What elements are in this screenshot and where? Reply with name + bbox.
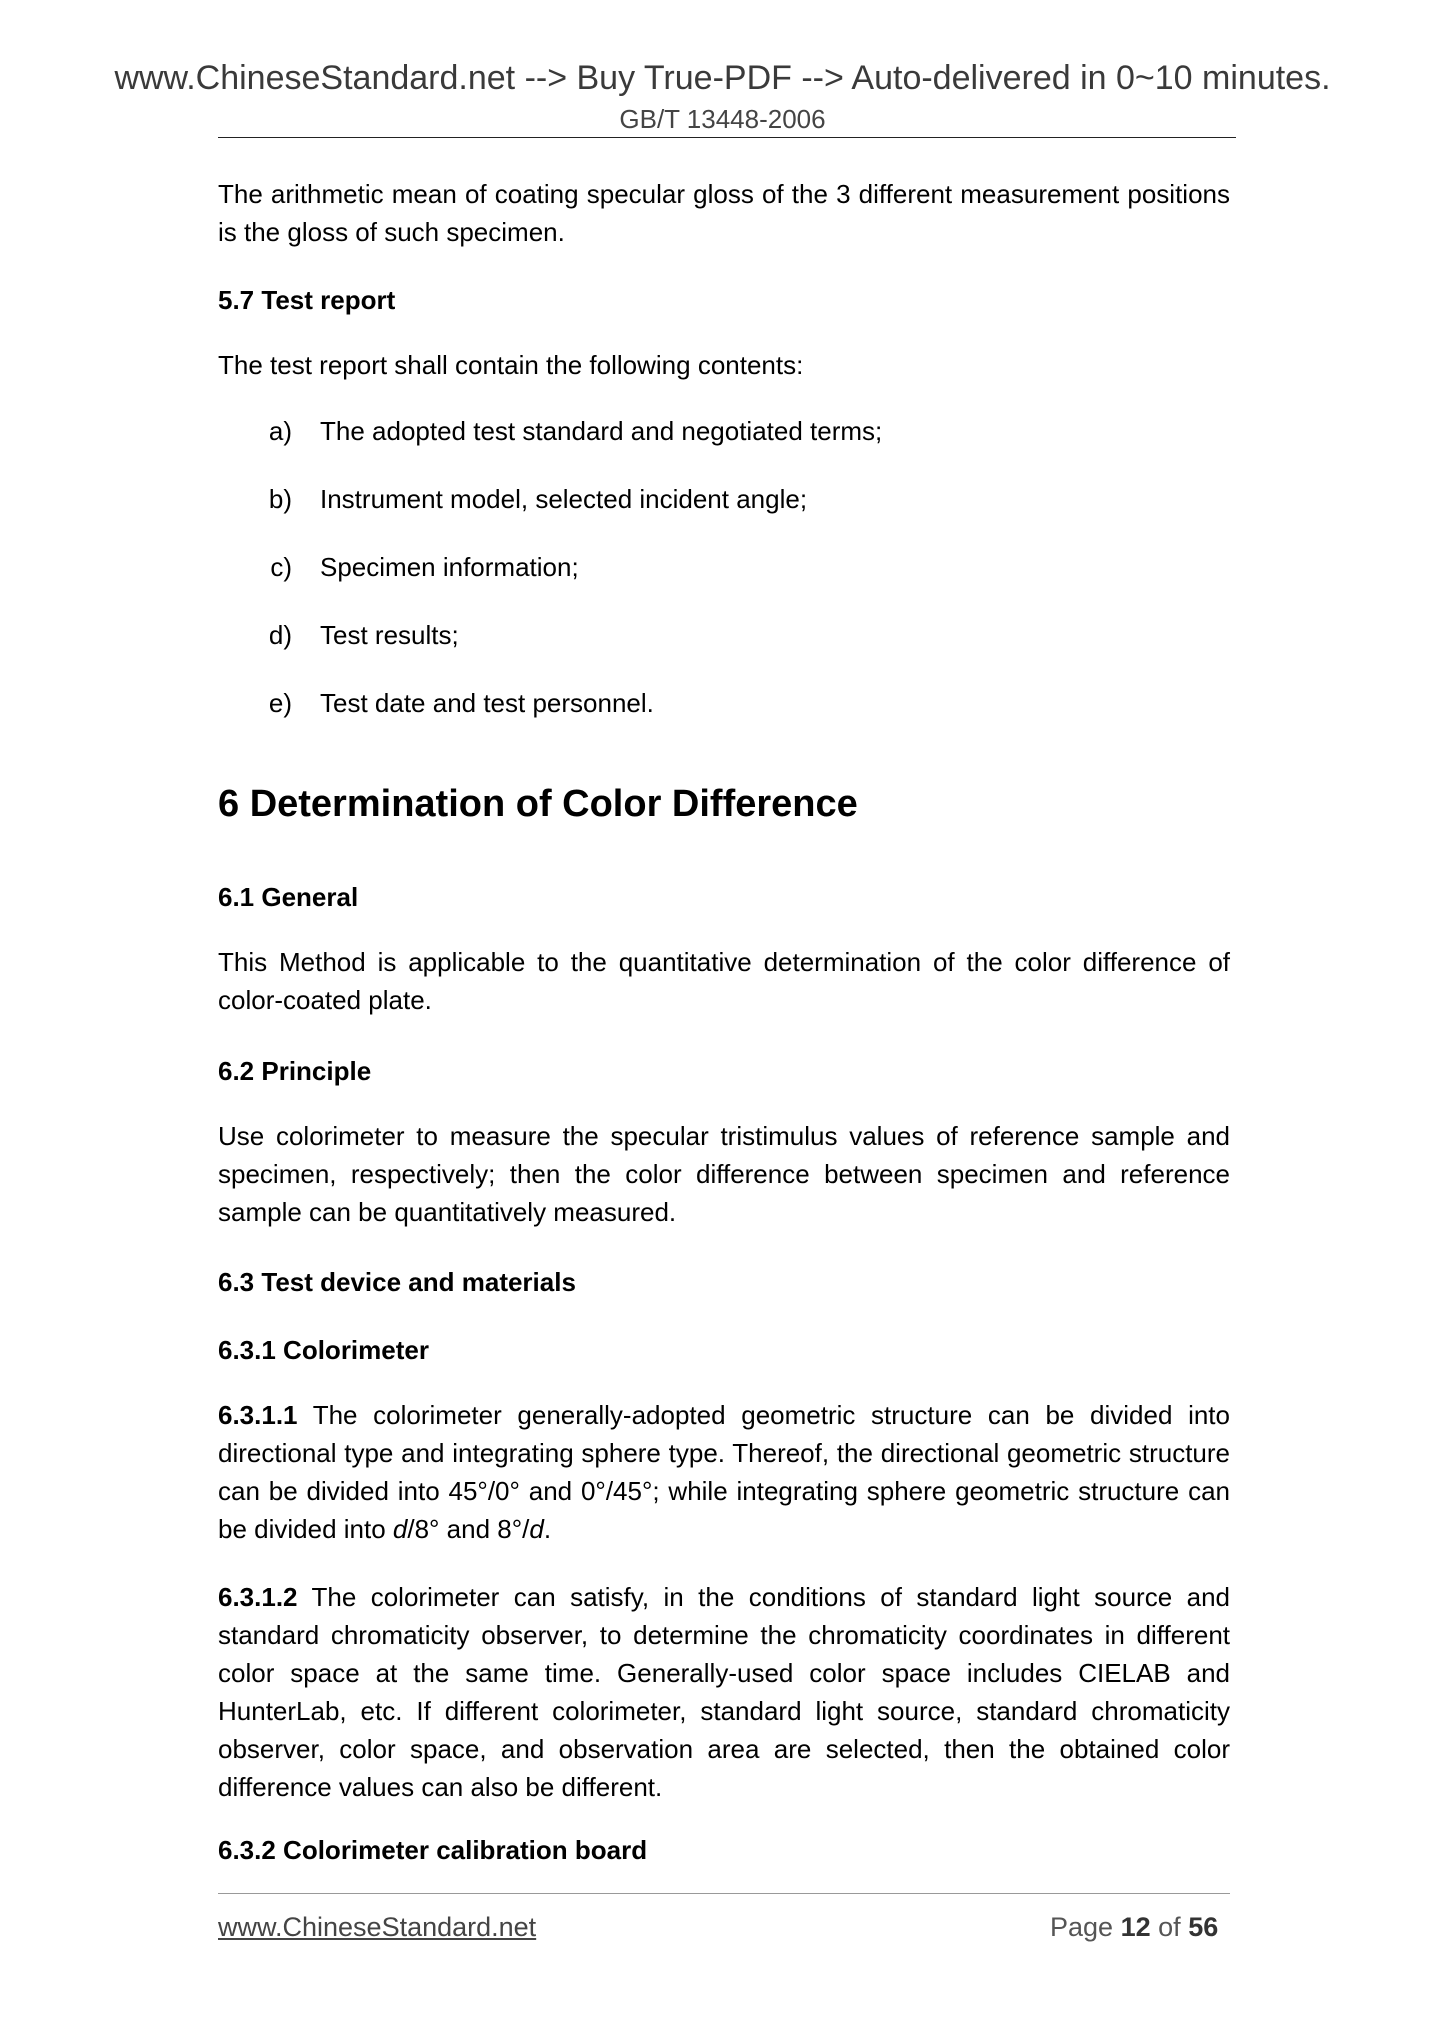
clause-italic-symbol: d: [529, 1514, 544, 1544]
clause-number: 6.3.1.2: [218, 1582, 298, 1612]
section-6-3-2-heading: 6.3.2 Colorimeter calibration board: [218, 1835, 648, 1865]
clause-number: 6.3.1.1: [218, 1400, 298, 1430]
section-6-heading: 6 Determination of Color Difference: [218, 783, 858, 825]
list-item-text: Instrument model, selected incident angle;: [320, 484, 808, 514]
clause-text: .: [543, 1514, 552, 1544]
list-item-label: b): [268, 484, 292, 514]
clause-6-3-1-2: [218, 1578, 1230, 1806]
page-header-banner: www.ChineseStandard.net --> Buy True-PDF --> Auto-delivered in 0~10 minutes.: [114, 59, 1331, 97]
current-page: 12: [1120, 1912, 1151, 1942]
page-label: Page: [1050, 1912, 1114, 1942]
page-number: [1050, 1912, 1218, 1943]
clause-italic-symbol: d: [392, 1514, 408, 1544]
list-item-label: c): [270, 552, 292, 582]
list-item-text: Specimen information;: [320, 552, 579, 582]
section-6-3-1-heading: 6.3.1 Colorimeter: [218, 1335, 429, 1365]
list-item-label: e): [268, 688, 292, 718]
list-item-text: The adopted test standard and negotiated terms;: [320, 416, 883, 446]
intro-paragraph: The arithmetic mean of coating specular gloss of the 3 different measurement positions is the gloss of such specimen.: [218, 179, 1230, 247]
clause-6-3-1-1: [218, 1396, 1230, 1548]
section-5-7-text: The test report shall contain the following contents:: [218, 350, 804, 380]
list-item-text: Test results;: [320, 620, 459, 650]
section-6-2-text: Use colorimeter to measure the specular tristimulus values of reference sample and specimen, respectively; then the color difference between specimen and reference sample can be quantitatively measured.: [218, 1121, 1230, 1227]
total-pages: 56: [1188, 1912, 1219, 1942]
list-item-text: Test date and test personnel.: [320, 688, 654, 718]
clause-text: The colorimeter generally-adopted geometric structure can be divided into directional type and integrating sphere type. Thereof, the directional geometric structure can be divided into 45°/0° and 0°/45°; while integrating sphere geometric structure can be divided into: [218, 1400, 1230, 1544]
footer-site-link[interactable]: www.ChineseStandard.net: [218, 1912, 537, 1942]
document-id: GB/T 13448-2006: [619, 104, 826, 134]
clause-text: /8° and 8°/: [407, 1514, 530, 1544]
footer-divider: [218, 1893, 1230, 1894]
section-5-7-heading: 5.7 Test report: [218, 285, 396, 315]
of-label: of: [1158, 1912, 1181, 1942]
section-6-2-heading: 6.2 Principle: [218, 1056, 372, 1086]
section-6-3-heading: 6.3 Test device and materials: [218, 1267, 576, 1297]
section-6-1-text: This Method is applicable to the quantitative determination of the color difference of color-coated plate.: [218, 947, 1230, 1015]
list-item-label: a): [268, 416, 292, 446]
clause-text: The colorimeter can satisfy, in the conditions of standard light source and standard chromaticity observer, to determine the chromaticity coordinates in different color space at the same time. Generally-used color space includes CIELAB and HunterLab, etc. If different colorimeter, standard light source, standard chromaticity observer, color space, and observation area are selected, then the obtained color difference values can also be different.: [218, 1582, 1230, 1802]
header-divider: [218, 137, 1236, 138]
list-item-label: d): [268, 620, 292, 650]
section-6-1-heading: 6.1 General: [218, 882, 359, 912]
